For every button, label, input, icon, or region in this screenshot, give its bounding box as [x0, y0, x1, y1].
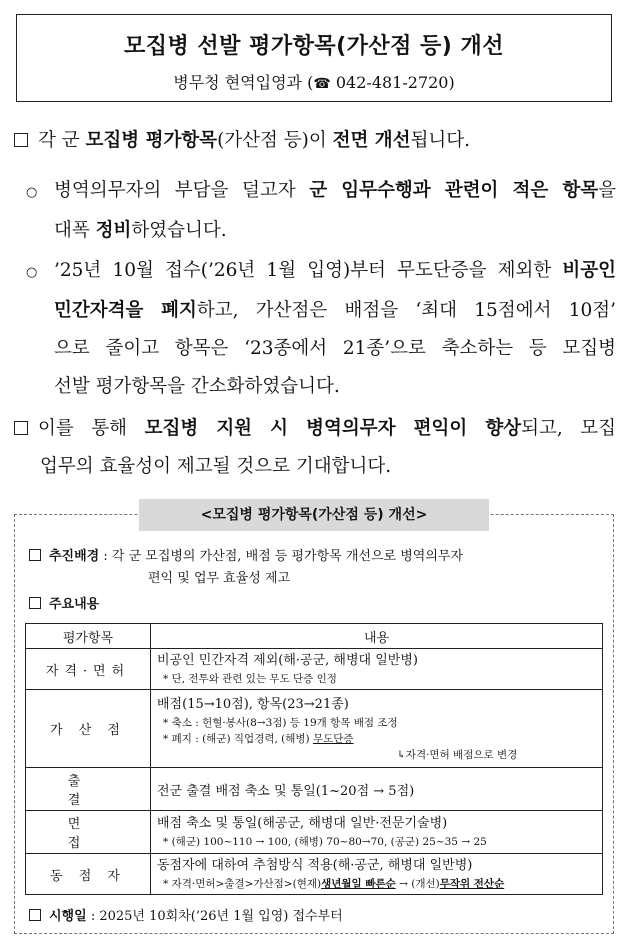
p4-line-1 [14, 410, 616, 448]
square-bullet-icon [29, 597, 41, 609]
phone-icon: ☎ [313, 76, 331, 92]
summary-box [14, 507, 614, 934]
circle-bullet-icon: ○ [26, 265, 38, 280]
p4-text-b: 되고, 모집 [521, 418, 616, 439]
circle-bullet-icon: ○ [26, 185, 38, 200]
paragraph-2 [26, 172, 616, 250]
square-bullet-icon [14, 133, 28, 147]
p4-text-a: 이를 통해 [38, 418, 145, 439]
note-underlined-bold: 생년월일 빠른순 [321, 878, 396, 890]
p3-line-2 [26, 292, 616, 330]
content-note: * 축소 : 헌혈·봉사(8→3점) 등 19개 항목 배점 조정 [163, 716, 398, 729]
department-contact [17, 70, 611, 93]
table-row [26, 854, 603, 895]
content-line: 비공인 민간자격 제외(해·공군, 해병대 일반병) [157, 653, 418, 668]
table-header-content: 내용 [151, 624, 603, 649]
content-note: * 단, 전투와 관련 있는 무도 단증 인정 [163, 673, 337, 685]
content-note [157, 731, 596, 747]
paragraph-3 [26, 252, 616, 406]
content-line: 배점 축소 및 통일(해공군, 해병대 일반·전문기술병) [157, 816, 448, 831]
p1-text-c: 됩니다. [410, 130, 471, 151]
note-text: * 폐지 : (해군) 직업경력, (해병) [163, 732, 313, 745]
phone-number: 042-481-2720) [330, 73, 455, 92]
table-cell-content [151, 690, 603, 768]
table-cell-category: 가 산 점 [26, 690, 151, 768]
square-bullet-icon [29, 909, 41, 921]
p1-bold-b: 전면 개선 [332, 130, 411, 151]
table-row [26, 811, 603, 854]
p2-bold-a: 군 임무수행과 관련이 적은 항목 [309, 180, 599, 201]
background-label: 추진배경 [49, 549, 100, 564]
p1-text-a: 각 군 [38, 130, 86, 151]
table-row [26, 690, 603, 768]
main-content-section [29, 595, 99, 615]
main-content-label: 주요내용 [49, 597, 100, 612]
p2-line-1 [26, 172, 616, 212]
p2-text-a: 병역의무자의 부담을 덜고자 [54, 180, 310, 201]
header-box [16, 14, 612, 102]
content-line: 배점(15→10점), 항목(23→21종) [157, 696, 349, 712]
p4-bold-a: 모집병 지원 시 병역의무자 편익이 향상 [144, 418, 522, 439]
p3-bold-a: 비공인 [562, 260, 616, 281]
table-header-item: 평가항목 [26, 624, 151, 649]
content-line: 동점자에 대하여 추첨방식 적용(해·공군, 해병대 일반병) [157, 858, 473, 873]
effective-date-text: : 2025년 10회차(’26년 1월 입영) 접수부터 [86, 909, 343, 924]
p2-text-b: 을 [598, 180, 616, 201]
p2-text-c: 대폭 [54, 220, 96, 241]
table-cell-category: 면 접 [26, 811, 151, 854]
table-row [26, 768, 603, 811]
table-cell-content: 전군 출결 배점 축소 및 통일(1~20점 → 5점) [151, 768, 603, 811]
background-text-2: 편익 및 업무 효율성 제고 [148, 571, 291, 586]
paragraph-4 [14, 410, 616, 486]
paragraph-1 [14, 122, 616, 160]
table-cell-content [151, 811, 603, 854]
evaluation-table [25, 623, 603, 895]
p3-line-4: 선발 평가항목을 간소화하였습니다. [54, 376, 340, 397]
note-text: → (개선) [395, 878, 440, 890]
p2-text-d: 하였습니다. [131, 220, 227, 241]
p4-line-2: 업무의 효율성이 제고될 것으로 기대합니다. [40, 456, 392, 477]
table-cell-category: 자격·면허 [26, 649, 151, 690]
table-cell-category: 출 결 [26, 768, 151, 811]
table-cell-content [151, 649, 603, 690]
page-title: 모집병 선발 평가항목(가산점 등) 개선 [123, 34, 505, 59]
summary-box-title: <모집병 평가항목(가산점 등) 개선> [139, 499, 489, 531]
p2-bold-b: 정비 [95, 220, 132, 241]
note-underlined-bold: 무작위 전산순 [439, 878, 505, 890]
note-underlined: 무도단증 [312, 732, 354, 745]
table-cell-category: 동 점 자 [26, 854, 151, 895]
content-note: * (해군) 100~110 → 100, (해병) 70~80→70, (공군) 25~35 → 25 [163, 836, 487, 848]
p3-line-1 [26, 252, 616, 292]
effective-date-section [29, 907, 343, 927]
table-row [26, 649, 603, 690]
square-bullet-icon [14, 421, 28, 435]
square-bullet-icon [29, 549, 41, 561]
table-cell-content [151, 854, 603, 895]
department-name: 병무청 현역입영과 ( [173, 73, 314, 92]
p3-text-a: ’25년 10월 접수(’26년 1월 입영)부터 무도단증을 제외한 [54, 260, 563, 281]
table-header-row [26, 624, 603, 649]
background-section [29, 547, 463, 567]
p1-bold-a: 모집병 평가항목 [85, 130, 218, 151]
p1-text-b: (가산점 등)이 [217, 130, 333, 151]
p3-bold-b: 민간자격을 폐지 [54, 300, 197, 321]
effective-date-label: 시행일 [49, 909, 87, 924]
p2-line-2 [26, 212, 616, 250]
p3-line-3: 으로 줄이고 항목은 ‘23종에서 21종’으로 축소하는 등 모집병 [54, 338, 616, 359]
background-text-1: : 각 군 모집병의 가산점, 배점 등 평가항목 개선으로 병역의무자 [99, 549, 464, 564]
content-note [157, 876, 596, 892]
note-text: * 자격·면허>출결>가산점>(현재) [163, 878, 322, 890]
content-note: ↳자격·면허 배점으로 변경 [397, 748, 518, 761]
p3-text-b: 하고, 가산점은 배점을 ‘최대 15점에서 10점’ [196, 300, 616, 321]
